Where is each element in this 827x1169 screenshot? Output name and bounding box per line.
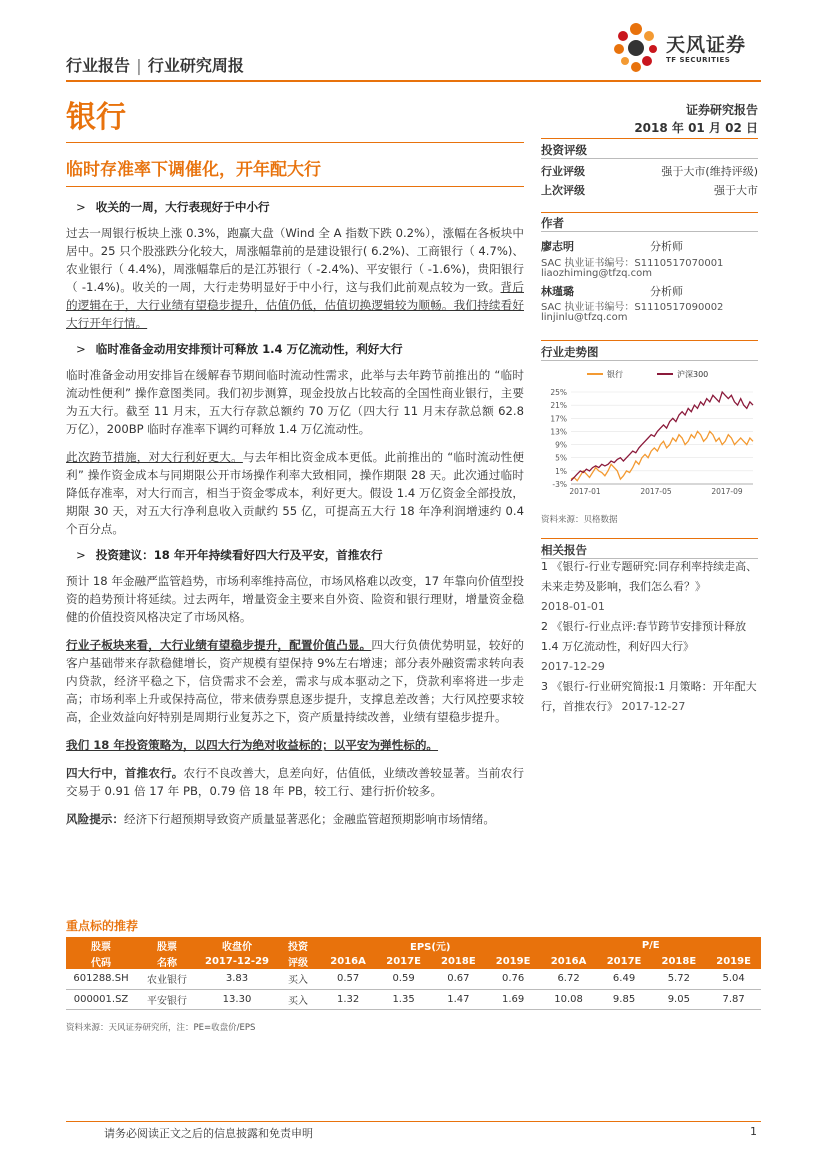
tf-logo bbox=[610, 22, 760, 74]
section-1-text: 过去一周银行板块上涨 0.3%，跑赢大盘（Wind 全 A 指数下跌 0.2%），涨幅在各板块中居中。25 只个股涨跌分化较大，周涨幅靠前的是建设银行( 6.2%)、工商银行（ 4.7%)、农业银行（ 4.4%)，周涨幅靠后的是江苏银行（ -2.4%)、平安银行（ -1.6%)，贵阳银行（ -1.4%)。收关的一周，大行走势明显好于中小行，这与我们此前观点较为一致。背后的逻辑在于，大行业绩有望稳步提升，估值仍低，估值切换逻辑较为顺畅。我们持续看好大行开年行情。 bbox=[66, 226, 524, 330]
cell-price: 13.30 bbox=[198, 989, 276, 1009]
chart-y-ticks bbox=[550, 388, 567, 489]
related-reports-list bbox=[541, 557, 761, 717]
related-report[interactable]: 1 《银行-行业专题研究:同存利率持续走高、未来走势及影响，我们怎么看？》 bbox=[541, 560, 758, 593]
cell-eps: 0.57 bbox=[320, 969, 376, 989]
tf-logo-icon bbox=[610, 22, 662, 74]
section-3-paragraph-4: 四大行中，首推农行。农行不良改善大，息差向好，估值低，业绩改善较显著。当前农行交易于 0.91 倍 17 年 PB，0.79 倍 18 年 PB，较工行、建行折价较多。 bbox=[66, 766, 524, 798]
cell-name: 平安银行 bbox=[136, 989, 198, 1009]
headline-top-rule bbox=[66, 142, 524, 143]
risk-warning: 风险提示：经济下行超预期导致资产质量显著恶化；金融监管超预期影响市场情绪。 bbox=[66, 812, 495, 826]
category-label: 行业报告 bbox=[66, 56, 131, 75]
th-eps-year: 2016A bbox=[320, 953, 376, 969]
cell-eps: 0.59 bbox=[376, 969, 431, 989]
th-price-2: 2017-12-29 bbox=[198, 953, 276, 969]
related-top-rule bbox=[541, 538, 758, 539]
author-1-email[interactable]: liaozhiming@tfzq.com bbox=[541, 268, 652, 279]
th-pe-year: 2017E bbox=[597, 953, 652, 969]
chart-y-tick-label: 1% bbox=[555, 466, 567, 476]
chart-y-tick-label: 25% bbox=[550, 388, 567, 397]
related-report-date: 2017-12-27 bbox=[621, 700, 686, 713]
chart-y-tick-label: 17% bbox=[550, 414, 567, 424]
section-2-paragraph-1: 临时准备金动用安排旨在缓解春节期间临时流动性需求，此举与去年跨节前推出的 “临时流动性便利” 操作意图类同。我们初步测算，现金投放占比较高的全国性商业银行，主要为五大行。截至 11 月末，五大行存款总额约 70 万亿（四大行 11 月末存款总额 62.8 万亿），200BP 临时存准率下调约可释放 1.4 万亿流动性。 bbox=[66, 368, 524, 436]
cell-pe: 7.87 bbox=[706, 989, 761, 1009]
trend-divider bbox=[541, 360, 758, 361]
related-report-date: 2018-01-01 bbox=[541, 600, 605, 613]
th-pe-year: 2016A bbox=[540, 953, 596, 969]
cell-rating: 买入 bbox=[276, 989, 320, 1009]
th-code-2: 代码 bbox=[66, 953, 136, 969]
report-date: 2018 年 01 月 02 日 bbox=[634, 121, 758, 135]
cell-eps: 1.47 bbox=[431, 989, 486, 1009]
chart-x-tick-label: 2017-01 bbox=[569, 487, 601, 496]
th-rating: 投资 bbox=[276, 937, 320, 953]
cell-eps: 1.35 bbox=[376, 989, 431, 1009]
stocks-table-title: 重点标的推荐 bbox=[66, 919, 139, 933]
cell-code: 601288.SH bbox=[66, 969, 136, 989]
chart-x-tick-label: 2017-05 bbox=[640, 487, 672, 496]
authors-divider bbox=[541, 231, 758, 232]
section-3-paragraph-2: 行业子板块来看，大行业绩有望稳步提升，配置价值凸显。四大行负债优势明显，较好的客户基础带来存款稳健增长，资产规模有望保持 9%左右增速；部分表外融资需求转向表内贷款，经济平稳之下，信贷需求不会差，需求与成本驱动之下，贷款利率将进一步走高；市场利率上升或保持高位，带来债券票息逐步提升，支撑息差改善；大行风控要求较高，企业效益向好特别是周期行业复苏之下，资产质量持续改善，业绩有望稳步提升。 bbox=[66, 638, 524, 724]
author-2-cert: SAC 执业证书编号：S1110517090002 bbox=[541, 302, 724, 313]
last-rating-value: 强于大市 bbox=[714, 184, 758, 197]
cell-pe: 5.04 bbox=[706, 969, 761, 989]
th-eps-year: 2019E bbox=[486, 953, 541, 969]
authors-top-rule bbox=[541, 212, 758, 213]
related-report[interactable]: 3 《银行-行业研究简报:1 月策略：开年配大行，首推农行》 2017-12-27 bbox=[541, 680, 757, 713]
sector-title: 银行 bbox=[66, 100, 126, 135]
author-2-name: 林瑾璐 bbox=[541, 285, 574, 298]
sidebar-top-rule bbox=[541, 138, 758, 139]
footer-disclaimer[interactable]: 请务必阅读正文之后的信息披露和免责申明 bbox=[104, 1127, 313, 1140]
section-3-title: > 投资建议：18 年开年持续看好四大行及平安，首推农行 bbox=[76, 548, 383, 562]
authors-heading: 作者 bbox=[541, 216, 564, 230]
industry-rating-value: 强于大市(维持评级) bbox=[661, 165, 758, 178]
th-eps-year: 2018E bbox=[431, 953, 486, 969]
section-2-title: > 临时准备金动用安排预计可释放 1.4 万亿流动性，利好大行 bbox=[76, 342, 403, 356]
table-row bbox=[66, 989, 761, 1009]
chart-y-tick-label: 5% bbox=[555, 453, 567, 463]
cell-eps: 1.32 bbox=[320, 989, 376, 1009]
chart-x-tick-label: 2017-09 bbox=[711, 487, 743, 496]
author-2-title: 分析师 bbox=[650, 285, 683, 298]
th-price: 收盘价 bbox=[198, 937, 276, 953]
cell-eps: 1.69 bbox=[486, 989, 541, 1009]
cell-rating: 买入 bbox=[276, 969, 320, 989]
cell-pe: 9.05 bbox=[651, 989, 706, 1009]
cell-pe: 5.72 bbox=[651, 969, 706, 989]
chart-legend bbox=[587, 369, 708, 379]
table-subheader-row bbox=[66, 953, 761, 969]
chart-y-tick-label: 21% bbox=[550, 401, 567, 411]
chart-y-tick-label: 13% bbox=[550, 427, 567, 437]
author-2-email[interactable]: linjinlu@tfzq.com bbox=[541, 312, 628, 323]
trend-top-rule bbox=[541, 340, 758, 341]
headline-bottom-rule bbox=[66, 186, 524, 187]
th-pe-year: 2019E bbox=[706, 953, 761, 969]
rating-divider bbox=[541, 158, 758, 159]
related-heading: 相关报告 bbox=[541, 543, 587, 557]
subcategory-label: 行业研究周报 bbox=[147, 56, 244, 75]
logo-text-cn: 天风证券 bbox=[666, 34, 747, 56]
related-report-date: 2017-12-29 bbox=[541, 660, 605, 673]
industry-trend-chart bbox=[541, 364, 761, 504]
chart-x-ticks bbox=[569, 487, 743, 496]
cell-name: 农业银行 bbox=[136, 969, 198, 989]
author-1-cert: SAC 执业证书编号：S1110517070001 bbox=[541, 258, 724, 269]
report-type: 证券研究报告 bbox=[685, 103, 758, 117]
cell-eps: 0.76 bbox=[486, 969, 541, 989]
table-header-row bbox=[66, 937, 761, 953]
cell-code: 000001.SZ bbox=[66, 989, 136, 1009]
author-1-name: 廖志明 bbox=[541, 240, 574, 253]
th-eps: EPS(元) bbox=[320, 937, 540, 953]
cell-pe: 6.49 bbox=[597, 969, 652, 989]
th-eps-year: 2017E bbox=[376, 953, 431, 969]
author-1-title: 分析师 bbox=[650, 240, 683, 253]
headline: 临时存准率下调催化，开年配大行 bbox=[66, 160, 321, 180]
chart-legend-label: 银行 bbox=[607, 370, 623, 379]
trend-heading: 行业走势图 bbox=[541, 345, 599, 359]
table-source: 资料来源：天风证券研究所，注：PE=收盘价/EPS bbox=[66, 1023, 256, 1033]
section-2-paragraph-2: 此次跨节措施，对大行利好更大。与去年相比资金成本更低。此前推出的 “临时流动性便利” 操作资金成本与同期限公开市场操作利率大致相同，操作期限 28 天。此次通过临时降低存准率，对大行而言，相当于资金零成本，利好更大。假设 1.4 万亿资金全部投放，期限 30 天，对五大行净利息收入贡献约 55 亿，可提高五大行 18 年净利润增速约 0.4 个百分点。 bbox=[66, 450, 524, 536]
th-name-2: 名称 bbox=[136, 953, 198, 969]
cell-pe: 10.08 bbox=[540, 989, 596, 1009]
cell-pe: 9.85 bbox=[597, 989, 652, 1009]
main-body bbox=[66, 198, 524, 828]
cell-pe: 6.72 bbox=[540, 969, 596, 989]
stocks-table bbox=[66, 937, 761, 1010]
th-pe-year: 2018E bbox=[651, 953, 706, 969]
th-name: 股票 bbox=[136, 937, 198, 953]
cell-price: 3.83 bbox=[198, 969, 276, 989]
cell-eps: 0.67 bbox=[431, 969, 486, 989]
section-1-title: > 收关的一周，大行表现好于中小行 bbox=[76, 200, 270, 214]
footer-rule bbox=[66, 1121, 761, 1122]
section-3-strategy: 我们 18 年投资策略为，以四大行为绝对收益标的；以平安为弹性标的。 bbox=[66, 738, 439, 752]
chart-y-tick-label: 9% bbox=[555, 440, 567, 450]
industry-rating-label: 行业评级 bbox=[541, 165, 585, 178]
header-divider bbox=[66, 80, 761, 82]
last-rating-label: 上次评级 bbox=[541, 184, 585, 197]
related-report[interactable]: 2 《银行-行业点评:春节跨节安排预计释放 1.4 万亿流动性，利好四大行》 bbox=[541, 620, 747, 653]
th-pe: P/E bbox=[540, 937, 761, 953]
chart-legend-label: 沪深300 bbox=[677, 370, 709, 379]
logo-text-en: TF SECURITIES bbox=[666, 56, 731, 64]
chart-source: 资料来源：贝格数据 bbox=[541, 515, 618, 525]
chart-y-tick-label: -3% bbox=[552, 480, 567, 489]
rating-heading: 投资评级 bbox=[541, 143, 587, 157]
section-3-paragraph-1: 预计 18 年金融严监管趋势，市场利率维持高位，市场风格难以改变，17 年靠向价值型投资的趋势预计将延续。过去两年，增量资金主要来自外资、险资和银行理财，增量资金稳健的价值投资风格决定了市场风格。 bbox=[66, 574, 524, 624]
report-category: 行业报告 | 行业研究周报 bbox=[66, 56, 244, 75]
chart-series-line-0 bbox=[571, 431, 753, 480]
page-number: 1 bbox=[750, 1125, 757, 1138]
th-code: 股票 bbox=[66, 937, 136, 953]
th-rating-2: 评级 bbox=[276, 953, 320, 969]
table-row bbox=[66, 969, 761, 989]
